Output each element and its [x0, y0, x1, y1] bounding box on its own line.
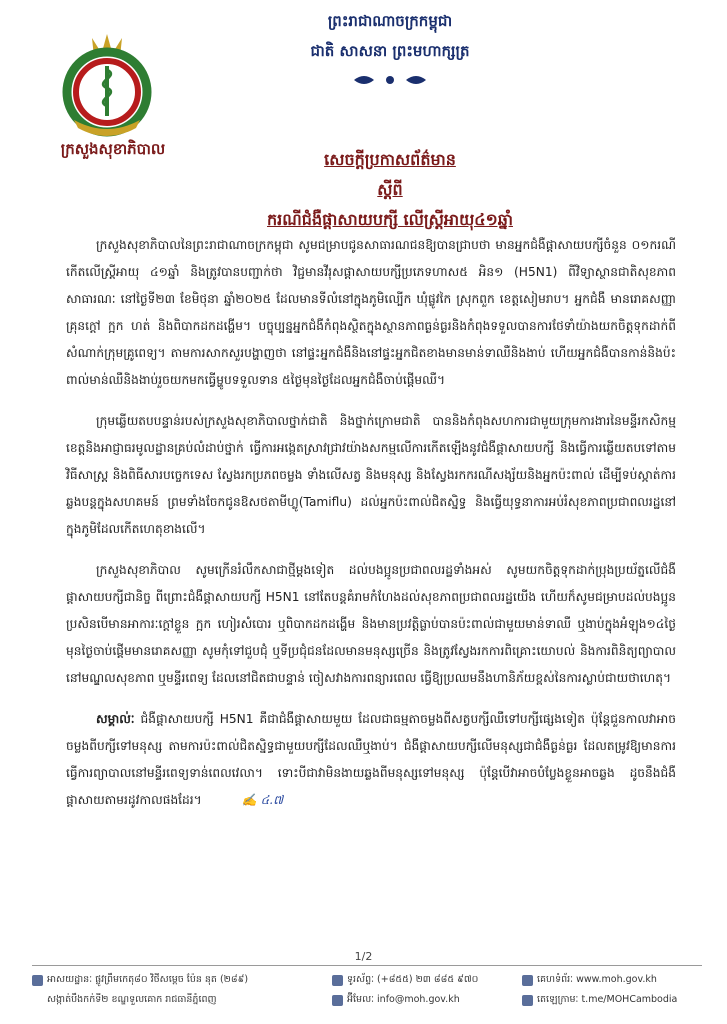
announcement-body	[66, 232, 676, 828]
footer-address	[32, 970, 282, 1010]
kingdom-heading: ព្រះរាជាណាចក្រកម្ពុជា	[327, 12, 453, 30]
title-line-1: សេចក្ដីប្រកាសព័ត៌មាន	[324, 150, 456, 169]
telegram-label: តេឡេក្រាមៈ	[537, 994, 579, 1005]
paragraph-response-team: ក្រុមឆ្លើយតបបន្ទាន់របស់ក្រសួងសុខាភិបាលថ្នាក់ជាតិ និងថ្នាក់ក្រោមជាតិ បាននិងកំពុងសហការជាមួយក្រុមការងារនៃមន្ទីរកសិកម្មខេត្តនិងអាជ្ញាធរមូលដ្ឋានគ្រប់លំដាប់ថ្នាក់ ធ្វើការអង្កេតស្រាវជ្រាវយ៉ាងសកម្មលើការកើតឡើងនូវជំងឺផ្ដាសាយបក្សី និងធ្វើការឆ្លើយតបទៅតាមវិធីសាស្ត្រ និងពិធីសារបច្ចេកទេស ស្វែងរកប្រភពចម្លង ទាំងលើសត្វ និងមនុស្ស និងស្វែងរកករណីសង្ស័យនិងអ្នកប៉ះពាល់ ដើម្បីទប់ស្កាត់ការឆ្លងបន្តក្នុងសហគមន៍ ព្រមទាំងចែកជូនឱសថតាមីហ្លូ(Tamiflu) ដល់អ្នកប៉ះពាល់ជិតស្និទ្ធ និងធ្វើយុទ្ធនាការអប់រំសុខភាពប្រជាពលរដ្ឋនៅក្នុងភូមិដែលកើតហេតុខាងលើ។	[66, 414, 676, 536]
address-line-2: សង្កាត់បឹងកក់ទី២ ខណ្ឌទួលគោក រាជធានីភ្នំពេញ	[47, 994, 217, 1005]
footer-contact	[332, 970, 512, 1010]
address-line-1: អាសយដ្ឋានៈ ផ្លូវព្រឹមកេតុ៨០ វិថីសម្ដេច ប៉ែន នុត (២៨៩)	[47, 974, 249, 985]
phone-label: ទូរស័ព្ទៈ	[347, 974, 375, 985]
website-link[interactable]: www.moh.gov.kh	[576, 974, 657, 985]
email-icon	[332, 995, 343, 1006]
email-address[interactable]: info@moh.gov.kh	[377, 994, 460, 1005]
title-line-3: ករណីជំងឺផ្ដាសាយបក្សី លើស្ត្រីអាយុ៤១ឆ្នាំ	[267, 210, 513, 229]
ministry-name: ក្រសួងសុខាភិបាល	[60, 140, 166, 158]
phone-number: (+៨៥៥) ២៣ ៨៨៥ ៩៧០	[377, 974, 479, 985]
page-number: 1/2	[354, 950, 373, 963]
note-label: សម្គាល់ៈ	[96, 712, 135, 726]
location-icon	[32, 975, 43, 986]
paragraph-public-advice: ក្រសួងសុខាភិបាល សូមក្រើនរំលឹកសាជាថ្មីម្ដងទៀត ដល់បងប្អូនប្រជាពលរដ្ឋទាំងអស់ សូមយកចិត្តទុកដាក់ប្រុងប្រយ័ត្នលើជំងឺផ្ដាសាយបក្សីជានិច្ច ពីព្រោះជំងឺផ្ដាសាយបក្សី H5N1 នៅតែបន្តគំរាមកំហែងដល់សុខភាពប្រជាពលរដ្ឋយើង ហើយក៏សូមជម្រាបដល់បងប្អូន ប្រសិនបើមានអាការៈក្ដៅខ្លួន ក្អក ហៀរសំបោរ ឬពិបាកដកដង្ហើម និងមានប្រវត្តិធ្លាប់បានប៉ះពាល់ជាមួយមាន់ទាឈឺ ឬងាប់ក្នុងអំឡុង១៤ថ្ងៃមុនថ្ងៃចាប់ផ្ដើមមានរោគសញ្ញា សូមកុំទៅជួបជុំ ឬទីប្រជុំជនដែលមានមនុស្សច្រើន និងត្រូវស្វែងរកការពិគ្រោះយោបល់ និងការពិនិត្យព្យាបាលនៅមណ្ឌលសុខភាព ឬមន្ទីរពេទ្យ ដែលនៅជិតជាបន្ទាន់ ចៀសវាងការពន្យារពេល ធ្វើឱ្យប្រឈមនឹងហានិភ័យខ្ពស់នៃការស្លាប់ជាយថាហេតុ។	[66, 563, 676, 685]
footer-online	[522, 970, 702, 1010]
ministry-logo	[52, 30, 162, 148]
telegram-icon	[522, 995, 533, 1006]
ministry-emblem-icon	[52, 30, 162, 140]
footer	[32, 970, 702, 1014]
telegram-link[interactable]: t.me/MOHCambodia	[581, 994, 678, 1005]
ornament-divider-icon	[350, 70, 430, 90]
announcement-title	[160, 150, 620, 240]
paragraph-note	[66, 706, 676, 814]
paragraph-case-report: ក្រសួងសុខាភិបាលនៃព្រះរាជាណាចក្រកម្ពុជា សូមជម្រាបជូនសាធារណជនឱ្យបានជ្រាបថា មានអ្នកជំងឺផ្ដាសាយបក្សីចំនួន ០១ករណី កើតលើស្ត្រីអាយុ ៤១ឆ្នាំ និងត្រូវបានបញ្ជាក់ថា វិជ្ជមានវីរុសផ្ដាសាយបក្សីប្រភេទហាស៥ អិន១ (H5N1) ពីវិទ្យាស្ថានជាតិសុខភាពសាធារណៈ នៅថ្ងៃទី២៣ ខែមិថុនា ឆ្នាំ២០២៥ ដែលមានទីលំនៅក្នុងភូមិល្បើក ឃុំផ្លូវកៃ ស្រុកពួក ខេត្តសៀមរាប។ អ្នកជំងឺ មានរោគសញ្ញា គ្រុនក្ដៅ ក្អក ហត់ និងពិបាកដកដង្ហើម។ បច្ចុប្បន្នអ្នកជំងឺកំពុងស្ថិតក្នុងស្ថានភាពធ្ងន់ធ្ងរនិងកំពុងទទួលបានការថែទាំយ៉ាងយកចិត្តទុកដាក់ពីសំណាក់ក្រុមគ្រូពេទ្យ។ តាមការសាកសួរបង្ហាញថា នៅផ្ទះអ្នកជំងឺនិងនៅផ្ទះអ្នកជិតខាងមានមាន់ទាឈឺនិងងាប់ ហើយអ្នកជំងឺបានកាន់និងប៉ះពាល់មាន់ឈឺនិងងាប់រួចយកមកធ្វើម្ហូបទទួលទាន ៥ថ្ងៃមុនថ្ងៃដែលអ្នកជំងឺចាប់ផ្ដើមឈឺ។	[66, 238, 676, 387]
note-text: ជំងឺផ្ដាសាយបក្សី H5N1 គឺជាជំងឺផ្ដាសាយមួយ ដែលជាធម្មតាចម្លងពីសត្វបក្សីឈឺទៅបក្សីផ្សេងទៀត ប៉ុន្តែជួនកាលវាអាចចម្លងពីបក្សីទៅមនុស្ស តាមការប៉ះពាល់ជិតស្និទ្ធជាមួយបក្សីដែលឈឺឬងាប់។ ជំងឺផ្ដាសាយបក្សីលើមនុស្សជាជំងឺធ្ងន់ធ្ងរ ដែលតម្រូវឱ្យមានការធ្វើការព្យាបាលនៅមន្ទីរពេទ្យទាន់ពេលវេលា។ ទោះបីជាវាមិនងាយឆ្លងពីមនុស្សទៅមនុស្ស ប៉ុន្តែបើវាអាចបំប្លែងខ្លួនអាចឆ្លង ដូចនឹងជំងឺផ្ដាសាយតាមរដូវកាលផងដែរ។	[66, 712, 676, 807]
website-label: គេហទំព័រៈ	[537, 974, 574, 985]
email-label: អ៊ីមែលៈ	[347, 994, 375, 1005]
national-motto: ជាតិ សាសនា ព្រះមហាក្សត្រ	[310, 42, 470, 60]
title-line-2: ស្ដីពី	[377, 180, 403, 199]
phone-icon	[332, 975, 343, 986]
initials-mark: ✍ ៤.៧	[241, 793, 284, 807]
footer-divider	[32, 965, 702, 966]
globe-icon	[522, 975, 533, 986]
